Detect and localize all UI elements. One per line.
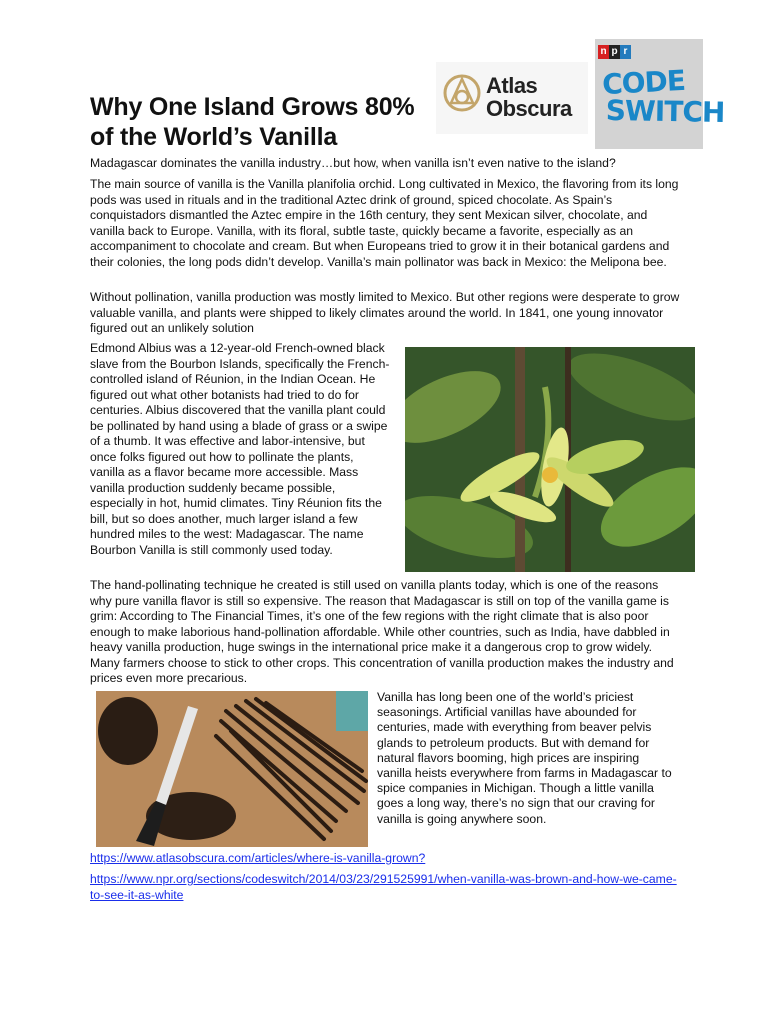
page-title: Why One Island Grows 80% of the World’s Vanilla <box>90 93 415 151</box>
code-switch-line2: SWITCH <box>605 93 725 129</box>
code-switch-logo <box>595 39 725 149</box>
paragraph-hand-pollination: The hand-pollinating technique he created is still used on vanilla plants today, which is one of the reasons why pure vanilla flavor is still so expensive. The reason that Madagascar is still on top of the vanilla game is grim: According to The Financial Times, it’s one of the few regions with the right climate that is also poor enough to make laborious hand-pollination affordable. While other countries, such as India, have dabbled in heavy vanilla production, huge swings in the international price make it a dangerous crop to grow widely. Many farmers choose to stick to other crops. This concentration of vanilla production makes the industry and prices even more precarious. <box>90 578 674 685</box>
npr-source-link[interactable]: https://www.npr.org/sections/codeswitch/2014/03/23/291525991/when-vanilla-was-brown-and-how-we-came-to-see-it-as-white <box>90 872 677 902</box>
npr-logo <box>598 45 631 59</box>
npr-letter-r: r <box>620 45 631 59</box>
atlas-obscura-logo <box>436 62 588 134</box>
vanilla-pods-photo <box>96 691 368 847</box>
paragraph-origins: The main source of vanilla is the Vanilla planifolia orchid. Long cultivated in Mexico, the flavoring from its long pods was used in rituals and in the traditional Aztec drink of ground, spiced chocolate. As Spain’s conquistadors dismantled the Aztec empire in the 16th century, they sent Mexican silver, chocolate, and vanilla back to Europe. Vanilla, with its floral, subtle taste, quickly became a favorite, especially as an accompaniment to chocolate and cream. But when Europeans tried to grow it in their botanical gardens and their colonies, the long pods didn’t develop. Vanilla’s main pollinator was back in Mexico: the Melipona bee. <box>90 177 679 269</box>
atlas-obscura-compass-icon <box>442 73 482 113</box>
vanilla-orchid-illustration <box>405 347 695 572</box>
paragraph-pollination: Without pollination, vanilla production was mostly limited to Mexico. But other regions were desperate to grow valuable vanilla, and plants were shipped to likely climates around the world. In 1841, one young innovator figured out an unlikely solution <box>90 290 680 335</box>
npr-letter-n: n <box>598 45 609 59</box>
paragraph-edmond-albius: Edmond Albius was a 12-year-old French-owned black slave from the Bourbon Islands, specifically the French-controlled island of Réunion, in the Indian Ocean. He figured out what other botanists had tried to do for centuries. Albius discovered that the vanilla plant could be pollinated by hand using a blade of grass or a swipe of a thumb. It was effective and labor-intensive, but once folks figured out how to pollinate the plants, vanilla as a flavor became more accessible. Mass vanilla production suddenly became possible, especially in hot, humid climates. Tiny Réunion fits the bill, but so does another, much larger island a few hundred miles to the west: Madagascar. The name Bourbon Vanilla is still commonly used today. <box>90 341 390 557</box>
atlas-obscura-wordmark <box>486 74 572 120</box>
atlas-obscura-source-link[interactable]: https://www.atlasobscura.com/articles/where-is-vanilla-grown? <box>90 851 426 865</box>
code-switch-wordmark <box>602 64 726 130</box>
vanilla-pods-illustration <box>96 691 368 847</box>
npr-letter-p: p <box>609 45 620 59</box>
vanilla-orchid-photo <box>405 347 695 572</box>
code-switch-line1: CODE <box>601 63 686 102</box>
paragraph-priciest-seasonings: Vanilla has long been one of the world’s priciest seasonings. Artificial vanillas have abounded for centuries, made with everything from beaver pelvis glands to petroleum products. But with demand for natural flavors booming, high prices are inspiring vanilla heists everywhere from farms in Madagascar to spice companies in Michigan. Though a little vanilla goes a long way, there’s no sign that our craving for vanilla is going anywhere soon. <box>377 690 672 826</box>
atlas-wordmark-line1: Atlas <box>486 73 538 98</box>
atlas-wordmark-line2: Obscura <box>486 96 572 121</box>
intro-paragraph: Madagascar dominates the vanilla industry…but how, when vanilla isn’t even native to the island? <box>90 156 616 170</box>
